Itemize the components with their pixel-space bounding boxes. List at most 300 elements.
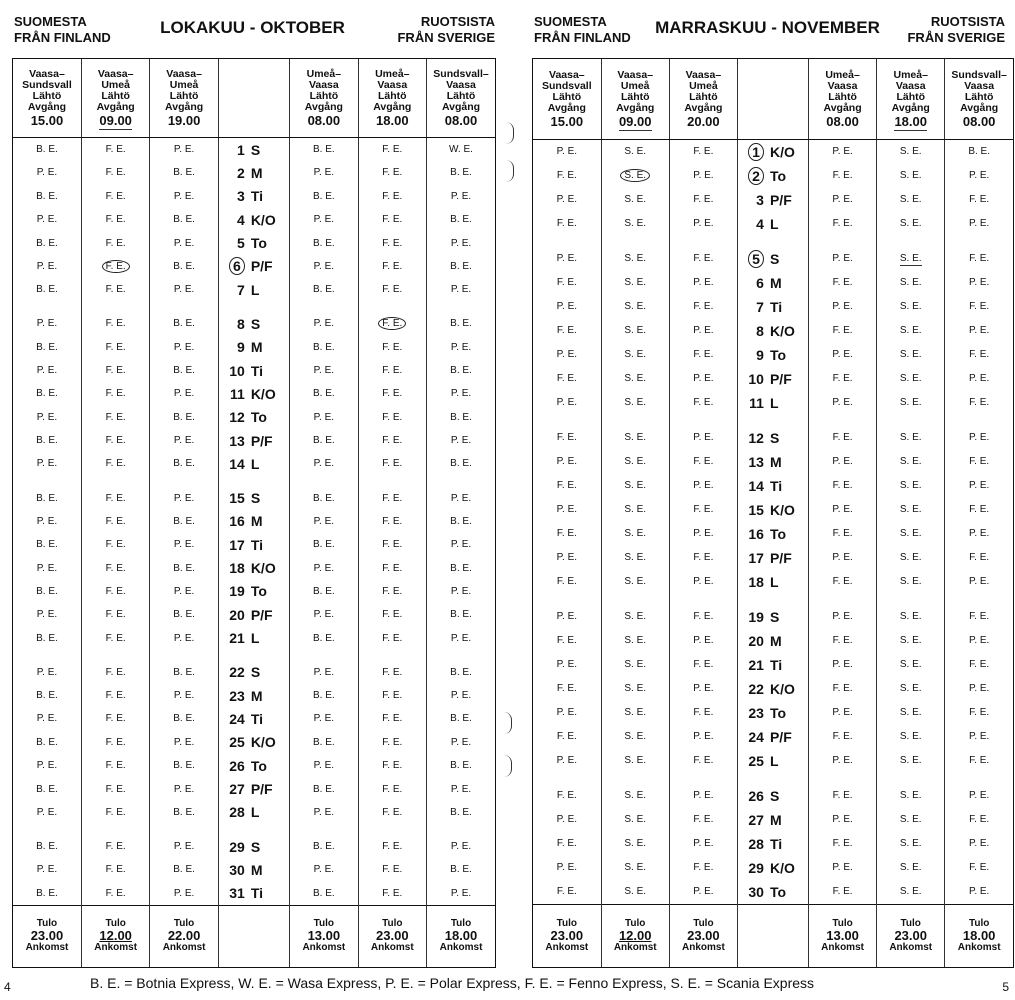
ferry-cell: P. E.	[450, 783, 472, 795]
timetable-row	[533, 749, 1013, 773]
ferry-cell: P. E.	[150, 336, 218, 359]
day-cell: 5 To	[218, 231, 289, 254]
ferry-cell: P. E.	[450, 284, 472, 296]
day-cell: 22 S	[218, 661, 289, 684]
ferry-cell: B. E.	[290, 835, 358, 858]
ferry-cell: B. E.	[450, 515, 472, 527]
november-timetable	[533, 59, 1013, 967]
timetable-row	[533, 247, 1013, 271]
timetable-row	[533, 367, 1013, 391]
day-cell: 6 P/F	[218, 255, 289, 278]
timetable-row	[13, 882, 495, 906]
ferry-cell: F. E.	[358, 255, 426, 278]
day-cell: 29 K/O	[737, 856, 808, 880]
ferry-cell: F. E.	[809, 570, 877, 594]
ferry-cell: B. E.	[13, 185, 81, 208]
timetable-row	[13, 312, 495, 335]
day-cell: 3 P/F	[737, 188, 808, 212]
ferry-cell: F. E.	[81, 882, 149, 906]
from-sweden-label: RUOTSISTA FRÅN SVERIGE	[907, 14, 1005, 45]
timetable-row	[13, 382, 495, 405]
ferry-cell: B. E.	[13, 684, 81, 707]
timetable-row	[533, 546, 1013, 570]
ferry-cell: B. E.	[290, 137, 358, 161]
ferry-cell: B. E.	[450, 713, 472, 725]
ferry-cell: S. E.	[877, 605, 945, 629]
ferry-cell: S. E.	[601, 188, 669, 212]
ferry-cell: F. E.	[809, 629, 877, 653]
ferry-cell: S. E.	[601, 164, 669, 188]
ferry-cell: F. E.	[809, 677, 877, 701]
timetable-row	[533, 212, 1013, 236]
timetable-row	[13, 626, 495, 649]
ferry-cell: F. E.	[969, 253, 990, 265]
ferry-cell: P. E.	[150, 382, 218, 405]
arrival-cell: Tulo 13.00 Ankomst	[290, 905, 358, 967]
ferry-cell: S. E.	[877, 546, 945, 570]
ferry-cell: F. E.	[81, 185, 149, 208]
ferry-cell: S. E.	[877, 725, 945, 749]
ferry-cell: F. E.	[81, 731, 149, 754]
ferry-cell: P. E.	[669, 367, 737, 391]
ferry-cell: F. E.	[669, 808, 737, 832]
from-finland-label: SUOMESTA FRÅN FINLAND	[14, 14, 111, 45]
ferry-cell: P. E.	[669, 271, 737, 295]
ferry-cell: B. E.	[450, 365, 472, 377]
month-title-october: LOKAKUU - OKTOBER	[160, 18, 345, 37]
ferry-cell: S. E.	[877, 426, 945, 450]
ferry-cell: B. E.	[150, 510, 218, 533]
timetable-row	[13, 185, 495, 208]
ferry-cell: B. E.	[150, 556, 218, 579]
timetable-row	[533, 474, 1013, 498]
ferry-cell: B. E.	[13, 137, 81, 161]
ferry-cell: F. E.	[809, 832, 877, 856]
timetable-row	[13, 510, 495, 533]
ferry-cell: P. E.	[450, 736, 472, 748]
ferry-cell: S. E.	[877, 164, 945, 188]
arrival-cell: Tulo 23.00 Ankomst	[877, 904, 945, 967]
ferry-cell: P. E.	[150, 533, 218, 556]
timetable-row	[13, 231, 495, 254]
ferry-cell: P. E.	[968, 528, 990, 540]
timetable-row	[13, 255, 495, 278]
day-cell: 3 Ti	[218, 185, 289, 208]
ferry-cell: P. E.	[150, 429, 218, 452]
right-header	[520, 12, 1015, 52]
ferry-cell: F. E.	[81, 208, 149, 231]
ferry-cell: F. E.	[533, 880, 601, 905]
ferry-cell: F. E.	[81, 707, 149, 730]
arrival-cell: Tulo 13.00 Ankomst	[809, 904, 877, 967]
ferry-cell: S. E.	[601, 808, 669, 832]
ferry-cell: S. E.	[877, 139, 945, 164]
day-cell: 24 P/F	[737, 725, 808, 749]
day-cell: 2 M	[218, 161, 289, 184]
ferry-cell: F. E.	[969, 552, 990, 564]
ferry-cell: F. E.	[358, 858, 426, 881]
ferry-cell: F. E.	[669, 498, 737, 522]
day-cell: 12 S	[737, 426, 808, 450]
day-cell: 20 M	[737, 629, 808, 653]
ferry-cell: S. E.	[601, 832, 669, 856]
ferry-cell: F. E.	[669, 391, 737, 415]
arrival-cell: Tulo 12.00 Ankomst	[601, 904, 669, 967]
ferry-cell: F. E.	[669, 856, 737, 880]
ferry-cell: B. E.	[150, 161, 218, 184]
ferry-cell: P. E.	[450, 237, 472, 249]
ferry-cell: B. E.	[290, 777, 358, 800]
column-header: Vaasa– Sundsvall Lähtö Avgång 15.00	[13, 59, 81, 137]
ferry-cell: F. E.	[81, 801, 149, 824]
ferry-cell: S. E.	[601, 319, 669, 343]
ferry-cell: S. E.	[601, 367, 669, 391]
ferry-cell: F. E.	[81, 603, 149, 626]
day-cell: 10 P/F	[737, 367, 808, 391]
ferry-cell: P. E.	[533, 247, 601, 271]
ferry-cell: P. E.	[13, 556, 81, 579]
ferry-cell: P. E.	[450, 341, 472, 353]
column-header: Umeå– Vaasa Lähtö Avgång 08.00	[809, 59, 877, 139]
ferry-cell: B. E.	[13, 882, 81, 906]
day-cell: 7 L	[218, 278, 289, 301]
ferry-cell: F. E.	[81, 510, 149, 533]
ferry-cell: F. E.	[969, 611, 990, 623]
column-header	[218, 59, 289, 137]
ferry-cell: F. E.	[358, 603, 426, 626]
ferry-cell: F. E.	[358, 684, 426, 707]
day-cell: 27 M	[737, 808, 808, 832]
month-title-november: MARRASKUU - NOVEMBER	[655, 18, 880, 37]
ferry-cell: F. E.	[809, 164, 877, 188]
ferry-cell: P. E.	[533, 653, 601, 677]
day-cell: 11 K/O	[218, 382, 289, 405]
ferry-cell: P. E.	[669, 832, 737, 856]
ferry-cell: B. E.	[150, 603, 218, 626]
ferry-cell: F. E.	[533, 426, 601, 450]
ferry-cell: P. E.	[450, 690, 472, 702]
ferry-cell: S. E.	[601, 474, 669, 498]
ferry-cell: P. E.	[669, 164, 737, 188]
ferry-cell: F. E.	[969, 456, 990, 468]
ferry-cell: P. E.	[533, 749, 601, 773]
ferry-cell: B. E.	[13, 533, 81, 556]
timetable-row	[13, 452, 495, 475]
timetable-row	[13, 603, 495, 626]
ferry-cell: F. E.	[81, 580, 149, 603]
timetable-row	[533, 343, 1013, 367]
ferry-cell: B. E.	[150, 452, 218, 475]
ferry-cell: P. E.	[290, 858, 358, 881]
column-header: Vaasa– Sundsvall Lähtö Avgång 15.00	[533, 59, 601, 139]
ferry-cell: B. E.	[290, 626, 358, 649]
ferry-cell: F. E.	[358, 336, 426, 359]
ferry-cell: P. E.	[533, 295, 601, 319]
ferry-cell: S. E.	[877, 629, 945, 653]
ferry-cell: P. E.	[290, 556, 358, 579]
ferry-cell: F. E.	[969, 301, 990, 313]
ferry-cell: P. E.	[669, 880, 737, 905]
ferry-cell: B. E.	[290, 429, 358, 452]
ferry-cell: F. E.	[533, 784, 601, 808]
ferry-cell: P. E.	[13, 801, 81, 824]
arrival-cell: Tulo 23.00 Ankomst	[533, 904, 601, 967]
ferry-cell: F. E.	[358, 137, 426, 161]
timetable-row	[13, 801, 495, 824]
ferry-cell: F. E.	[81, 255, 149, 278]
ferry-cell: S. E.	[877, 653, 945, 677]
ferry-cell: P. E.	[450, 388, 472, 400]
ferry-cell: P. E.	[533, 343, 601, 367]
ferry-cell: S. E.	[877, 247, 945, 271]
day-cell: 28 Ti	[737, 832, 808, 856]
ferry-cell: B. E.	[450, 609, 472, 621]
page-number: 4	[4, 980, 11, 994]
column-header: Vaasa– Umeå Lähtö Avgång 20.00	[669, 59, 737, 139]
ferry-cell: B. E.	[13, 429, 81, 452]
day-cell: 1 K/O	[737, 139, 808, 164]
ferry-cell: P. E.	[968, 277, 990, 289]
ferry-cell: F. E.	[358, 707, 426, 730]
ferry-cell: P. E.	[150, 580, 218, 603]
ferry-cell: B. E.	[450, 260, 472, 272]
ferry-cell: S. E.	[601, 498, 669, 522]
ferry-cell: B. E.	[290, 382, 358, 405]
ferry-cell: F. E.	[358, 486, 426, 509]
ferry-cell: F. E.	[358, 429, 426, 452]
ferry-cell: S. E.	[601, 212, 669, 236]
ferry-cell: B. E.	[13, 231, 81, 254]
ferry-cell: P. E.	[150, 777, 218, 800]
timetable-row	[13, 858, 495, 881]
ferry-cell: P. E.	[533, 450, 601, 474]
day-cell: 5 S	[737, 247, 808, 271]
day-cell: 1 S	[218, 137, 289, 161]
arrival-cell: Tulo 23.00 Ankomst	[13, 905, 81, 967]
day-cell: 18 K/O	[218, 556, 289, 579]
timetable-row	[533, 856, 1013, 880]
ferry-cell: S. E.	[601, 701, 669, 725]
ferry-legend: B. E. = Botnia Express, W. E. = Wasa Express, P. E. = Polar Express, F. E. = Fenno Express, S. E. = Scania Express	[90, 975, 815, 991]
ferry-cell: S. E.	[877, 522, 945, 546]
column-header: Vaasa– Umeå Lähtö Avgång 09.00	[601, 59, 669, 139]
ferry-cell: B. E.	[150, 208, 218, 231]
day-cell: 4 K/O	[218, 208, 289, 231]
ferry-cell: S. E.	[877, 570, 945, 594]
timetable-row	[533, 880, 1013, 905]
day-cell: 16 To	[737, 522, 808, 546]
ferry-cell: F. E.	[81, 754, 149, 777]
ferry-cell: P. E.	[290, 707, 358, 730]
ferry-cell: S. E.	[877, 856, 945, 880]
day-cell: 21 Ti	[737, 653, 808, 677]
day-cell: 19 To	[218, 580, 289, 603]
day-cell: 25 L	[737, 749, 808, 773]
ferry-cell: S. E.	[601, 426, 669, 450]
ferry-cell: P. E.	[809, 247, 877, 271]
ferry-cell: F. E.	[669, 653, 737, 677]
ferry-cell: P. E.	[450, 190, 472, 202]
ferry-cell: F. E.	[81, 684, 149, 707]
ferry-cell: P. E.	[669, 629, 737, 653]
day-cell: 9 M	[218, 336, 289, 359]
ferry-cell: S. E.	[601, 139, 669, 164]
ferry-cell: S. E.	[877, 212, 945, 236]
from-finland-label: SUOMESTA FRÅN FINLAND	[534, 14, 631, 45]
ferry-cell: F. E.	[809, 212, 877, 236]
timetable-row	[533, 784, 1013, 808]
day-cell: 26 To	[218, 754, 289, 777]
timetable-row	[13, 835, 495, 858]
timetable-row	[13, 429, 495, 452]
ferry-cell: P. E.	[968, 480, 990, 492]
day-cell: 27 P/F	[218, 777, 289, 800]
ferry-cell: P. E.	[290, 255, 358, 278]
ferry-cell: F. E.	[669, 188, 737, 212]
arrival-cell: Tulo 12.00 Ankomst	[81, 905, 149, 967]
ferry-cell: F. E.	[533, 570, 601, 594]
ferry-cell: P. E.	[809, 605, 877, 629]
ferry-cell: P. E.	[809, 653, 877, 677]
ferry-cell: B. E.	[290, 231, 358, 254]
ferry-cell: F. E.	[533, 271, 601, 295]
ferry-cell: F. E.	[358, 359, 426, 382]
timetable-row	[533, 319, 1013, 343]
pen-mark	[503, 712, 512, 734]
timetable-row	[533, 426, 1013, 450]
ferry-cell: B. E.	[290, 336, 358, 359]
ferry-cell: S. E.	[877, 295, 945, 319]
ferry-cell: B. E.	[13, 580, 81, 603]
ferry-cell: B. E.	[290, 580, 358, 603]
ferry-cell: F. E.	[81, 452, 149, 475]
ferry-cell: F. E.	[81, 312, 149, 335]
ferry-cell: S. E.	[601, 247, 669, 271]
ferry-cell: B. E.	[290, 533, 358, 556]
ferry-cell: B. E.	[150, 255, 218, 278]
ferry-cell: S. E.	[601, 725, 669, 749]
day-cell: 31 Ti	[218, 882, 289, 906]
ferry-cell: F. E.	[358, 208, 426, 231]
ferry-cell: P. E.	[290, 406, 358, 429]
ferry-cell: P. E.	[669, 784, 737, 808]
ferry-cell: F. E.	[969, 659, 990, 671]
timetable-row	[533, 271, 1013, 295]
ferry-cell: P. E.	[968, 373, 990, 385]
ferry-cell: S. E.	[877, 701, 945, 725]
ferry-cell: B. E.	[450, 666, 472, 678]
ferry-cell: S. E.	[601, 450, 669, 474]
timetable-row	[13, 336, 495, 359]
ferry-cell: P. E.	[809, 295, 877, 319]
day-cell: 15 K/O	[737, 498, 808, 522]
ferry-cell: P. E.	[669, 426, 737, 450]
ferry-cell: F. E.	[809, 426, 877, 450]
arrival-cell: Tulo 22.00 Ankomst	[150, 905, 218, 967]
ferry-cell: B. E.	[13, 278, 81, 301]
ferry-cell: P. E.	[150, 231, 218, 254]
ferry-cell: P. E.	[809, 450, 877, 474]
timetable-row	[13, 208, 495, 231]
ferry-cell: F. E.	[81, 406, 149, 429]
ferry-cell: B. E.	[968, 146, 990, 158]
timetable-row	[13, 533, 495, 556]
ferry-cell: S. E.	[601, 570, 669, 594]
ferry-cell: W. E.	[449, 144, 473, 156]
ferry-cell: P. E.	[450, 632, 472, 644]
day-cell: 20 P/F	[218, 603, 289, 626]
ferry-cell: B. E.	[290, 684, 358, 707]
ferry-cell: P. E.	[669, 474, 737, 498]
ferry-cell: P. E.	[290, 510, 358, 533]
ferry-cell: F. E.	[969, 504, 990, 516]
ferry-cell: P. E.	[669, 677, 737, 701]
timetable-row	[533, 498, 1013, 522]
left-header	[0, 12, 505, 52]
ferry-cell: B. E.	[450, 458, 472, 470]
pen-mark	[503, 755, 512, 777]
day-cell: 29 S	[218, 835, 289, 858]
ferry-cell: B. E.	[150, 661, 218, 684]
timetable-row	[533, 391, 1013, 415]
timetable-row	[533, 139, 1013, 164]
ferry-cell: B. E.	[450, 411, 472, 423]
timetable-row	[533, 701, 1013, 725]
ferry-cell: S. E.	[877, 188, 945, 212]
october-timetable	[13, 59, 495, 967]
ferry-cell: P. E.	[968, 790, 990, 802]
column-header	[737, 59, 808, 139]
timetable-row	[13, 661, 495, 684]
ferry-cell: P. E.	[968, 432, 990, 444]
ferry-cell: F. E.	[358, 580, 426, 603]
ferry-cell: S. E.	[877, 677, 945, 701]
ferry-cell: F. E.	[81, 336, 149, 359]
ferry-cell: S. E.	[877, 808, 945, 832]
timetable-row	[533, 725, 1013, 749]
day-cell: 10 Ti	[218, 359, 289, 382]
ferry-cell: B. E.	[150, 754, 218, 777]
ferry-cell: P. E.	[533, 701, 601, 725]
ferry-cell: F. E.	[81, 486, 149, 509]
ferry-cell: B. E.	[290, 486, 358, 509]
ferry-cell: F. E.	[533, 677, 601, 701]
ferry-cell: B. E.	[150, 858, 218, 881]
day-cell: 22 K/O	[737, 677, 808, 701]
ferry-cell: P. E.	[809, 749, 877, 773]
ferry-cell: S. E.	[601, 522, 669, 546]
day-cell: 15 S	[218, 486, 289, 509]
ferry-cell: F. E.	[81, 835, 149, 858]
day-cell: 11 L	[737, 391, 808, 415]
timetable-row	[13, 754, 495, 777]
day-cell: 26 S	[737, 784, 808, 808]
timetable-row	[533, 808, 1013, 832]
page-number: 5	[1002, 980, 1009, 994]
day-cell: 12 To	[218, 406, 289, 429]
ferry-cell: F. E.	[809, 319, 877, 343]
ferry-cell: S. E.	[877, 749, 945, 773]
day-cell: 24 Ti	[218, 707, 289, 730]
ferry-cell: F. E.	[358, 231, 426, 254]
ferry-cell: F. E.	[358, 510, 426, 533]
ferry-cell: S. E.	[601, 546, 669, 570]
ferry-cell: F. E.	[809, 271, 877, 295]
ferry-cell: P. E.	[809, 856, 877, 880]
ferry-cell: F. E.	[969, 755, 990, 767]
ferry-cell: F. E.	[358, 801, 426, 824]
column-header: Umeå– Vaasa Lähtö Avgång 08.00	[290, 59, 358, 137]
